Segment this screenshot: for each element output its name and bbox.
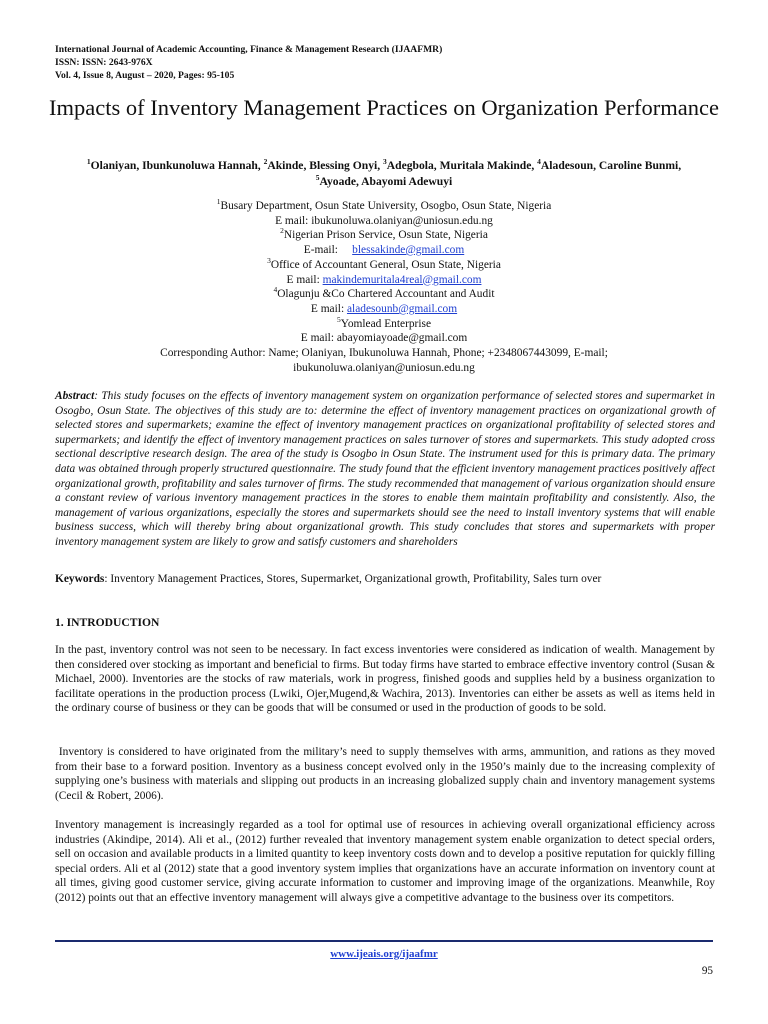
affiliation-5-email-line xyxy=(40,331,728,346)
keywords xyxy=(55,572,715,587)
email-label: E mail: xyxy=(310,302,347,315)
page-number: 95 xyxy=(701,965,713,977)
abstract xyxy=(55,389,715,550)
email-label: E mail: xyxy=(275,214,312,227)
affiliation-1-email-line xyxy=(40,214,728,229)
affiliation-2 xyxy=(40,228,728,243)
author-1-name: Olaniyan, Ibunkunoluwa Hannah, xyxy=(90,159,264,172)
author-list xyxy=(40,158,728,190)
abstract-text: : This study focuses on the effects of inventory management system on organization performance of selected stores and supermarket in Osogbo, Osun State. The objectives of this study are to: determine the effect of inventory management practices on organizational growth of selected stores and supermarkets; examine the effect of inventory management practices on organizational profitability of selected stores and supermarkets; and identify the effect of inventory management practices on sales turnover of stores and supermarkets. This study adopted cross sectional descriptive research design. The area of the study is Osogbo in Osun State. The instrument used for this is primary data. The primary data was obtained through properly structured questionnaire. The study found that the efficient inventory management practices positively affect organizational growth, profitability and sales turnover of firms. The study recommended that management of various organization should ensure a constant review of various inventory management practices in the stores to enable them maintain profitability and consistently. Also, the management of various organizations, especially the stores and supermarkets should see the need to install inventory systems that will enable business success, which will thereby bring about organizational growth. This study concludes that stores and supermarkets with proper inventory management system are likely to grow and satisfy customers and shareholders xyxy=(55,390,715,548)
email-label: E mail: xyxy=(286,273,323,286)
introduction-paragraph-1: In the past, inventory control was not seen to be necessary. In fact excess inventories were considered as indication of wealth. Management by then considered over stocking as important and beneficial to firms. But today firms have started to embrace effective inventory control (Susan & Michael, 2000). Inventories are the stocks of raw materials, work in progress, finished goods and supplies held by a business organization to facilitate operations in the production process (Lwiki, Ojer,Mugend,& Wachira, 2013). Inventories can either be assets as well as items held in the ordinary course of business or they can be goods that will be consumed or used in the production of goods to be sold. xyxy=(55,644,715,715)
author-1-number: 1 xyxy=(86,157,91,167)
introduction-paragraph-3: Inventory management is increasingly regarded as a tool for optimal use of resources in achieving overall organizational efficiency across industries (Akindipe, 2014). Ali et al., (2012) further revealed that inventory management system enable organization to detect special orders, sell on occasion and available products in a limited quantity to keep inventory costs down and to develop a positive reputation for quickly filling special orders. Ali et al (2012) state that a good inventory system implies that organizations have an accurate information on inventory count at all times, giving good customer service, giving accurate information to customer and improving image of the organizations. Meanwhile, Roy (2012) points out that an effective inventory management will always give a competitive advantage to the business over its competitors. xyxy=(55,819,715,904)
journal-volume: Vol. 4, Issue 8, August – 2020, Pages: 95-105 xyxy=(55,70,235,81)
affiliation-3-org: Office of Accountant General, Osun State, Nigeria xyxy=(270,258,501,271)
affiliation-1-number: 1 xyxy=(216,197,221,207)
corresponding-author: Corresponding Author: Name; Olaniyan, Ibukunoluwa Hannah, Phone; +2348067443099, E-mail; xyxy=(160,347,608,360)
affiliation-2-org: Nigerian Prison Service, Osun State, Nigeria xyxy=(283,229,488,242)
affiliation-4-org: Olagunju &Co Chartered Accountant and Audit xyxy=(277,288,495,301)
affiliation-3-email-line xyxy=(40,273,728,288)
affiliation-3-number: 3 xyxy=(267,256,271,266)
journal-issn: ISSN: ISSN: 2643-976X xyxy=(55,57,153,68)
introduction-paragraph-2: Inventory is considered to have originated from the military’s need to supply themselves with arms, ammunition, and rations as they moved from their base to a forward position. Inventory as a business concept evolved only in the 1950’s mainly due to the increasing complexity of supplying one’s business with materials and slipping out products in an increasing globalized supply chain and inventory management systems (Cecil & Robert, 2006). xyxy=(55,746,718,802)
affiliation-2-email-link[interactable]: blessakinde@gmail.com xyxy=(352,244,465,257)
author-4-number: 4 xyxy=(537,157,541,167)
affiliation-5-org: Yomlead Enterprise xyxy=(340,317,432,330)
corresponding-author-email: ibukunoluwa.olaniyan@uniosun.edu.ng xyxy=(293,361,475,374)
author-3-name: Adegbola, Muritala Makinde, xyxy=(386,159,538,172)
affiliation-1-email: ibukunoluwa.olaniyan@uniosun.edu.ng xyxy=(311,214,493,227)
affiliation-4-email-link[interactable]: aladesounb@gmail.com xyxy=(346,302,458,315)
keywords-label: Keywords xyxy=(55,573,105,585)
email-label: E-mail: xyxy=(303,244,353,257)
journal-header xyxy=(55,43,715,82)
abstract-label: Abstract xyxy=(55,390,95,402)
affiliation-4-number: 4 xyxy=(273,285,278,295)
affiliation-2-email-line xyxy=(40,243,728,258)
affiliation-5-email: abayomiayoade@gmail.com xyxy=(336,332,468,345)
affiliation-5 xyxy=(40,314,728,332)
journal-name: International Journal of Academic Accounting, Finance & Management Research (IJAAFMR) xyxy=(55,44,443,55)
affiliation-3-email-link[interactable]: makindemuritala4real@gmail.com xyxy=(322,273,482,286)
paper-title: Impacts of Inventory Management Practices on Organization Performance xyxy=(49,95,719,120)
footer-divider xyxy=(55,940,713,942)
author-3-number: 3 xyxy=(383,157,387,167)
email-label: E mail: xyxy=(300,332,337,345)
author-5-number: 5 xyxy=(315,173,320,183)
affiliation-1 xyxy=(40,199,728,214)
affiliation-4 xyxy=(40,287,728,302)
footer-url-link[interactable]: www.ijeais.org/ijaafmr xyxy=(330,948,438,960)
section-heading-introduction: 1. INTRODUCTION xyxy=(55,616,160,629)
author-5-name: Ayoade, Abayomi Adewuyi xyxy=(319,175,453,188)
affiliation-2-number: 2 xyxy=(280,226,284,236)
affiliation-1-org: Busary Department, Osun State University, Osogbo, Osun State, Nigeria xyxy=(220,200,552,212)
author-4-name: Aladesoun, Caroline Bunmi, xyxy=(540,159,682,172)
affiliations xyxy=(40,199,728,375)
affiliation-5-number: 5 xyxy=(336,314,341,324)
keywords-text: : Inventory Management Practices, Stores, Supermarket, Organizational growth, Profitability, Sales turn over xyxy=(104,573,602,585)
author-2-name: Akinde, Blessing Onyi, xyxy=(267,159,384,172)
affiliation-3 xyxy=(40,258,728,273)
affiliation-4-email-line xyxy=(40,302,728,317)
author-2-number: 2 xyxy=(263,157,268,167)
